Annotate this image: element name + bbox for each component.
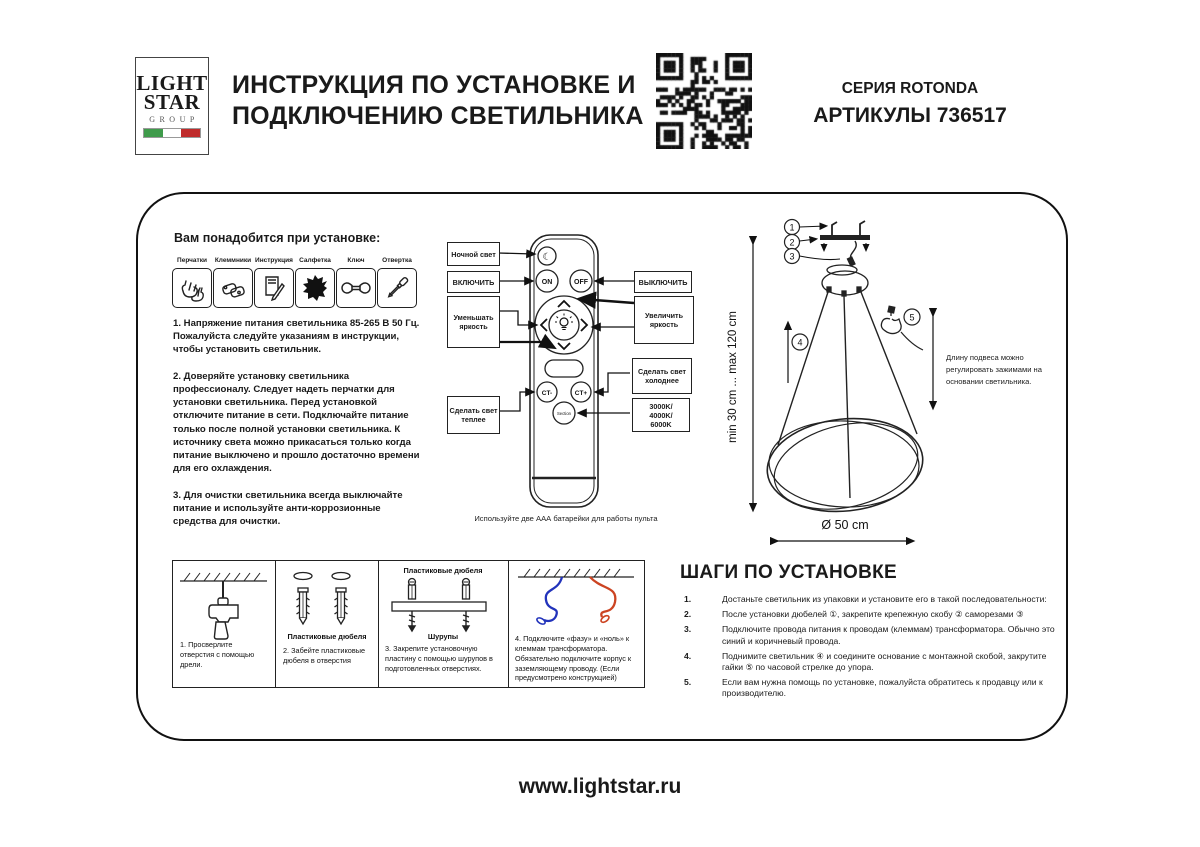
label-increase-brightness: Увеличить яркость: [634, 296, 694, 344]
tool-gloves: Перчатки: [172, 268, 212, 308]
label-kelvin-values: 3000K/ 4000K/ 6000K: [632, 398, 690, 432]
tools-heading: Вам понадобится при установке:: [174, 231, 381, 245]
wire-terminal: [536, 617, 546, 626]
italian-flag-bar: [143, 128, 201, 138]
tool-napkin: Салфетка: [295, 268, 335, 308]
warning-1: 1. Напряжение питания светильника 85-265 В 50 Гц. Пожалуйста следуйте указаниям в инструкции, чтобы установить светильник.: [173, 318, 420, 356]
hand-icon: [881, 318, 901, 333]
brightness-dial: [535, 296, 593, 354]
step-item: 5. Если вам нужна помощь по установке, пожалуйста обратитесь к продавцу или к производителю.: [684, 677, 1043, 699]
on-button: [536, 270, 558, 292]
callout-2: [785, 235, 817, 250]
warning-2: 2. Доверяйте установку светильника профессионалу. Следует надеть перчатки для установки светильника. Перед установкой отключите питание в сети. Подключайте питание только после полной установки светильника. К источнику света можно прикасаться только когда питание выключено и прошло достаточно времени для его охлаждения.: [173, 370, 420, 475]
label-turn-on: ВКЛЮЧИТЬ: [447, 271, 500, 293]
screwdriver-icon: [382, 273, 412, 303]
step-item: 1. Достаньте светильник из упаковки и установите его в такой последовательности:: [684, 594, 1047, 604]
off-button: [570, 270, 592, 292]
dowels-drawing: [294, 573, 350, 625]
svg-text:CT+: CT+: [574, 390, 588, 397]
safety-warnings: [173, 317, 426, 541]
svg-text:CT-: CT-: [541, 390, 553, 397]
height-dimension-label: min 30 cm ... max 120 cm: [727, 311, 739, 443]
tool-screwdriver: Отвертка: [377, 268, 417, 308]
svg-text:4: 4: [797, 337, 803, 348]
label-turn-off: ВЫКЛЮЧИТЬ: [634, 271, 692, 293]
label-cold-light: Сделать свет холоднее: [632, 358, 692, 394]
ct-plus-button: [571, 382, 591, 402]
svg-text:2: 2: [789, 237, 795, 248]
website-url: www.lightstar.ru: [518, 775, 682, 798]
tool-instruction: Инструкция: [254, 268, 294, 308]
moon-icon: ☾: [542, 252, 552, 263]
step-item: 2. После установки дюбелей ①, закрепите крепежную скобу ② саморезами ③: [684, 609, 1024, 620]
step-item: 3. Подключите провода питания к проводам (клеммам) трансформатора. Обычно это синий и коричневый провода.: [684, 624, 1055, 646]
warning-3: 3. Для очистки светильника всегда выключайте питание и используйте анти-коррозионные средства для очистки.: [173, 489, 403, 528]
terminals-icon: [218, 273, 248, 303]
label-night-light: Ночной свет: [447, 242, 500, 266]
neutral-wire: [544, 577, 562, 621]
phase-wire: [590, 577, 615, 617]
canopy: [822, 265, 868, 296]
panel3-label-bottom: Шурупы: [427, 632, 459, 641]
logo-group-text: GROUP: [149, 115, 199, 125]
panel2-label: Пластиковые дюбеля: [287, 632, 367, 641]
callout-3: [785, 249, 841, 264]
svg-text:5: 5: [909, 312, 915, 323]
mounting-plate-drawing: [392, 579, 486, 632]
wiring-drawing: [518, 569, 634, 625]
panel3-label-top: Пластиковые дюбеля: [403, 566, 483, 575]
diameter-label: Ø 50 cm: [821, 518, 869, 532]
drill-drawing: [180, 573, 267, 639]
lightstar-logo: [135, 57, 209, 155]
ct-minus-button: [537, 382, 557, 402]
section-button: [553, 402, 575, 424]
svg-text:3: 3: [789, 251, 795, 262]
panel4-caption: 4. Подключите «фазу» и «ноль» к клеммам трансформатора. Обязательно подключите корпус к заземляющему проводу. (Если предусмотрено конструкцией): [515, 634, 632, 683]
battery-note: Используйте две ААА батарейки для работы пульта: [474, 514, 658, 523]
instruction-icon: [259, 273, 289, 303]
label-warm-light: Сделать свет теплее: [447, 396, 500, 434]
suspension-adjust-note: Длину подвеса можно регулировать зажимами на основании светильника.: [946, 353, 1042, 386]
article-number: АРТИКУЛЫ 736517: [813, 104, 1007, 127]
night-light-button: [538, 247, 556, 265]
tool-terminals: Клеммники: [213, 268, 253, 308]
light-ring: [763, 410, 928, 523]
svg-text:1: 1: [789, 222, 795, 233]
mode-pill-button: [545, 360, 583, 377]
qr-code: [656, 53, 752, 149]
steps-heading: ШАГИ ПО УСТАНОВКЕ: [680, 562, 898, 583]
callout-5: [881, 305, 923, 350]
panel2-caption: 2. Забейте пластиковые дюбеля в отверстия: [283, 646, 366, 665]
panel3-caption: 3. Закрепите установочную пластину с помощью шурупов в подготовленных отверстиях.: [385, 644, 493, 673]
logo-text: STAR: [143, 90, 201, 114]
gloves-icon: [177, 273, 207, 303]
callout-4: [788, 323, 808, 383]
svg-text:OFF: OFF: [574, 279, 588, 286]
step-item: 4. Поднимите светильник ④ и соедините основание с монтажной скобой, закрутите гайки ⑤ по часовой стрелке до упора.: [684, 650, 1047, 672]
svg-text:ON: ON: [541, 279, 553, 286]
steps-list: [684, 594, 1056, 699]
page-title: ИНСТРУКЦИЯ ПО УСТАНОВКЕ И ПОДКЛЮЧЕНИЮ СВЕТИЛЬНИКА: [232, 71, 644, 130]
logo-text: LIGHT: [136, 70, 208, 95]
svg-text:Section: Section: [557, 411, 571, 416]
series-label: СЕРИЯ ROTONDA: [841, 80, 979, 97]
callout-1: [785, 220, 827, 235]
wrench-icon: [341, 273, 371, 303]
napkin-icon: [300, 273, 330, 303]
tool-wrench: Ключ: [336, 268, 376, 308]
panel1-caption: 1. Просверлите отверстия с помощью дрели.: [180, 640, 255, 669]
label-decrease-brightness: Уменьшать яркость: [447, 296, 500, 348]
